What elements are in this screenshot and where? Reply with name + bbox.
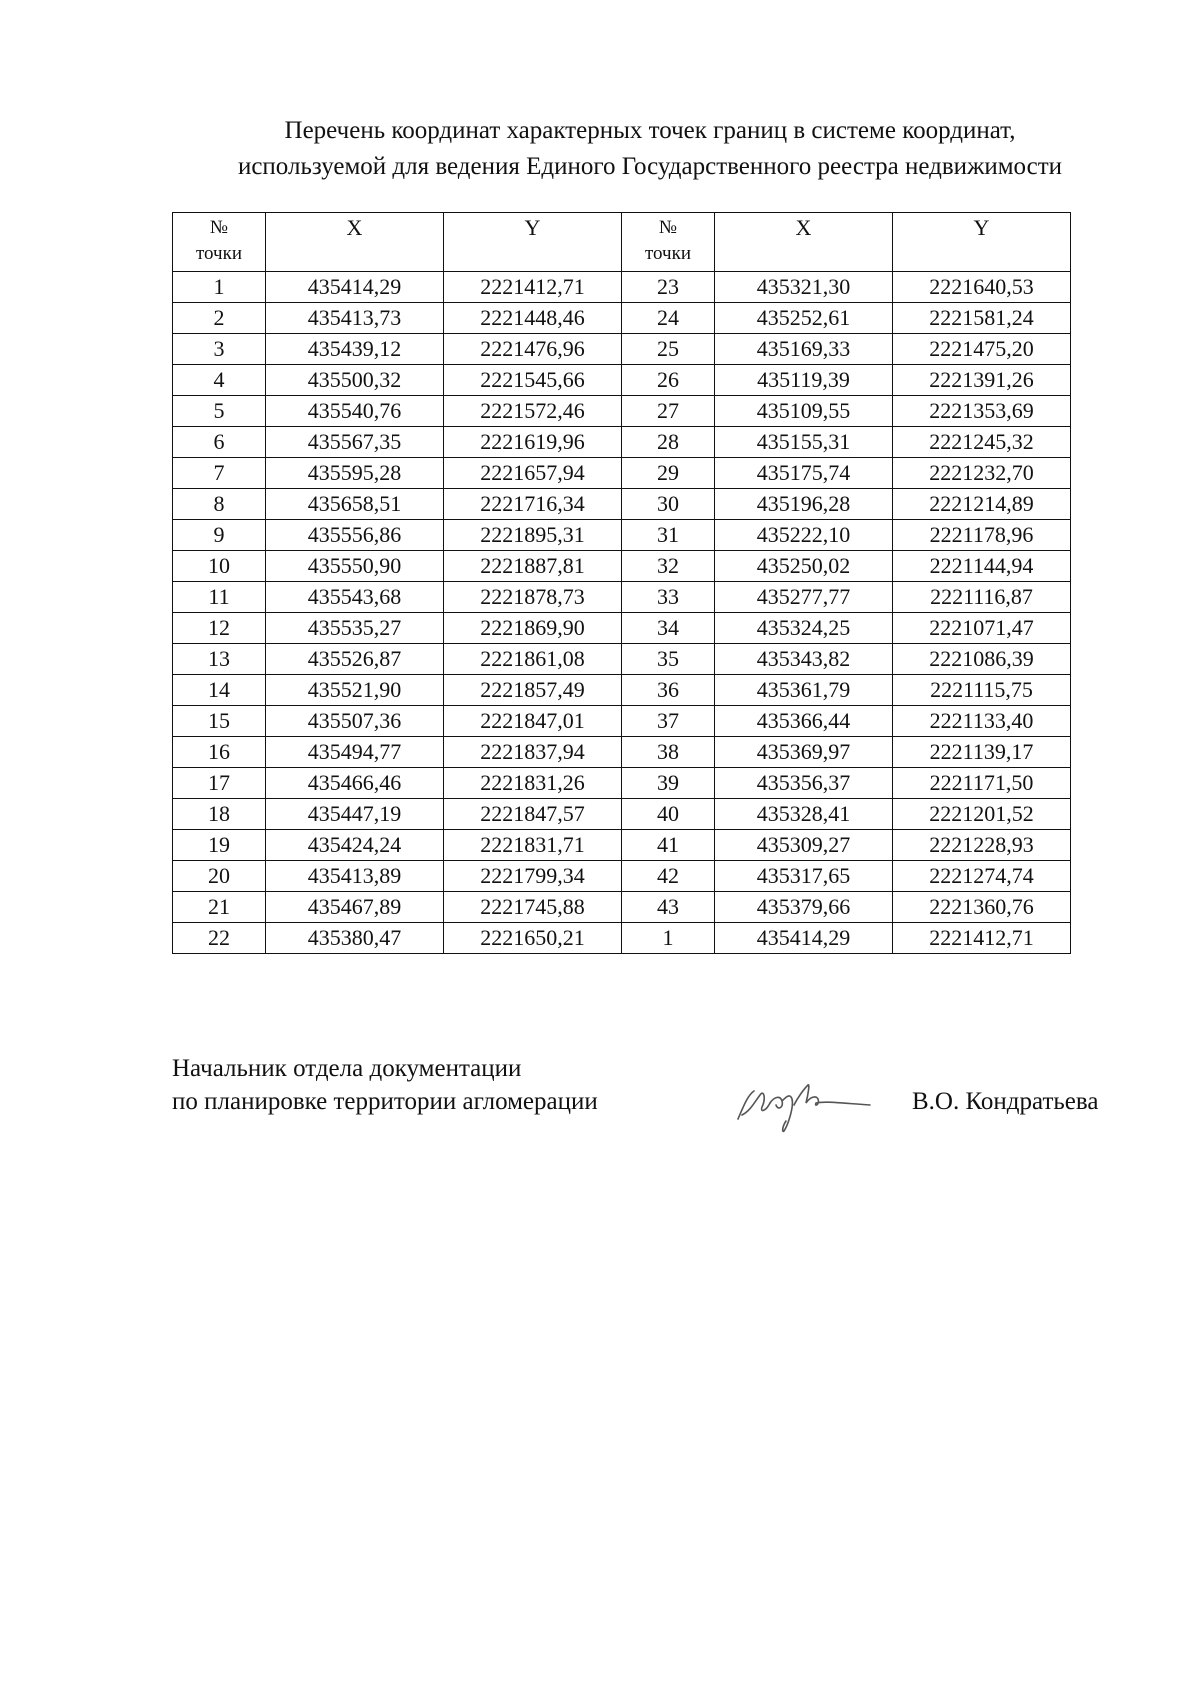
point-number-cell: 39 [622, 768, 715, 799]
x-cell: 435361,79 [715, 675, 893, 706]
y-cell: 2221412,71 [893, 923, 1071, 954]
point-number-cell: 42 [622, 861, 715, 892]
x-cell: 435169,33 [715, 334, 893, 365]
y-cell: 2221228,93 [893, 830, 1071, 861]
point-number-cell: 32 [622, 551, 715, 582]
x-cell: 435379,66 [715, 892, 893, 923]
point-number-cell: 14 [173, 675, 266, 706]
point-number-cell: 1 [173, 272, 266, 303]
x-cell: 435328,41 [715, 799, 893, 830]
x-cell: 435366,44 [715, 706, 893, 737]
point-number-cell: 25 [622, 334, 715, 365]
point-number-cell: 38 [622, 737, 715, 768]
x-cell: 435356,37 [715, 768, 893, 799]
y-cell: 2221716,34 [444, 489, 622, 520]
y-cell: 2221214,89 [893, 489, 1071, 520]
x-cell: 435343,82 [715, 644, 893, 675]
table-row [173, 861, 1071, 892]
point-number-cell: 23 [622, 272, 715, 303]
table-row [173, 365, 1071, 396]
point-number-cell: 24 [622, 303, 715, 334]
table-row [173, 396, 1071, 427]
x-cell: 435447,19 [266, 799, 444, 830]
y-cell: 2221360,76 [893, 892, 1071, 923]
point-number-cell: 6 [173, 427, 266, 458]
x-cell: 435222,10 [715, 520, 893, 551]
y-cell: 2221847,57 [444, 799, 622, 830]
point-number-cell: 9 [173, 520, 266, 551]
x-cell: 435424,24 [266, 830, 444, 861]
signer-position-line-1: Начальник отдела документации [172, 1055, 522, 1082]
point-number-cell: 33 [622, 582, 715, 613]
y-cell: 2221412,71 [444, 272, 622, 303]
table-row [173, 830, 1071, 861]
point-number-header: № точки [622, 213, 715, 272]
x-cell: 435252,61 [715, 303, 893, 334]
x-cell: 435155,31 [715, 427, 893, 458]
x-cell: 435250,02 [715, 551, 893, 582]
y-cell: 2221116,87 [893, 582, 1071, 613]
table-row [173, 737, 1071, 768]
x-cell: 435467,89 [266, 892, 444, 923]
point-number-cell: 34 [622, 613, 715, 644]
y-cell: 2221133,40 [893, 706, 1071, 737]
y-cell: 2221847,01 [444, 706, 622, 737]
x-cell: 435321,30 [715, 272, 893, 303]
title-line-2: используемой для ведения Единого Государственного реестра недвижимости [237, 153, 1063, 180]
y-cell: 2221475,20 [893, 334, 1071, 365]
x-cell: 435413,89 [266, 861, 444, 892]
x-cell: 435526,87 [266, 644, 444, 675]
x-header: X [715, 213, 893, 272]
y-cell: 2221799,34 [444, 861, 622, 892]
x-cell: 435369,97 [715, 737, 893, 768]
table-row [173, 613, 1071, 644]
y-cell: 2221448,46 [444, 303, 622, 334]
x-cell: 435543,68 [266, 582, 444, 613]
point-number-cell: 26 [622, 365, 715, 396]
table-row [173, 706, 1071, 737]
point-number-cell: 19 [173, 830, 266, 861]
x-cell: 435317,65 [715, 861, 893, 892]
point-number-cell: 20 [173, 861, 266, 892]
coordinates-table [172, 212, 1071, 954]
point-number-cell: 43 [622, 892, 715, 923]
y-cell: 2221274,74 [893, 861, 1071, 892]
x-cell: 435550,90 [266, 551, 444, 582]
x-cell: 435414,29 [715, 923, 893, 954]
x-cell: 435567,35 [266, 427, 444, 458]
x-cell: 435380,47 [266, 923, 444, 954]
table-row [173, 427, 1071, 458]
point-number-cell: 8 [173, 489, 266, 520]
table-row [173, 489, 1071, 520]
y-cell: 2221657,94 [444, 458, 622, 489]
y-cell: 2221201,52 [893, 799, 1071, 830]
x-cell: 435277,77 [715, 582, 893, 613]
point-number-cell: 2 [173, 303, 266, 334]
document-title [150, 113, 1150, 185]
signer-position-line-2: по планировке территории агломерации [172, 1088, 598, 1115]
table-row [173, 551, 1071, 582]
y-cell: 2221545,66 [444, 365, 622, 396]
table-row [173, 272, 1071, 303]
point-number-cell: 35 [622, 644, 715, 675]
table-header-row [173, 213, 1071, 272]
x-cell: 435658,51 [266, 489, 444, 520]
point-number-cell: 29 [622, 458, 715, 489]
table-row [173, 923, 1071, 954]
point-number-cell: 22 [173, 923, 266, 954]
point-number-cell: 28 [622, 427, 715, 458]
table-row [173, 334, 1071, 365]
y-cell: 2221878,73 [444, 582, 622, 613]
x-cell: 435413,73 [266, 303, 444, 334]
coordinates-table-body [173, 272, 1071, 954]
y-cell: 2221086,39 [893, 644, 1071, 675]
point-number-cell: 31 [622, 520, 715, 551]
table-row [173, 675, 1071, 706]
y-cell: 2221640,53 [893, 272, 1071, 303]
y-cell: 2221353,69 [893, 396, 1071, 427]
y-cell: 2221178,96 [893, 520, 1071, 551]
y-cell: 2221869,90 [444, 613, 622, 644]
table-row [173, 892, 1071, 923]
point-number-cell: 27 [622, 396, 715, 427]
x-cell: 435540,76 [266, 396, 444, 427]
x-cell: 435535,27 [266, 613, 444, 644]
x-cell: 435521,90 [266, 675, 444, 706]
x-header: X [266, 213, 444, 272]
y-cell: 2221476,96 [444, 334, 622, 365]
table-row [173, 520, 1071, 551]
x-cell: 435196,28 [715, 489, 893, 520]
x-cell: 435119,39 [715, 365, 893, 396]
y-cell: 2221071,47 [893, 613, 1071, 644]
y-cell: 2221139,17 [893, 737, 1071, 768]
x-cell: 435439,12 [266, 334, 444, 365]
signer-name: В.О. Кондратьева [912, 1088, 1099, 1115]
table-row [173, 582, 1071, 613]
point-number-cell: 21 [173, 892, 266, 923]
point-number-cell: 18 [173, 799, 266, 830]
y-header: Y [444, 213, 622, 272]
point-number-cell: 13 [173, 644, 266, 675]
x-cell: 435324,25 [715, 613, 893, 644]
point-number-cell: 17 [173, 768, 266, 799]
y-cell: 2221745,88 [444, 892, 622, 923]
point-number-cell: 41 [622, 830, 715, 861]
y-cell: 2221144,94 [893, 551, 1071, 582]
x-cell: 435175,74 [715, 458, 893, 489]
y-cell: 2221887,81 [444, 551, 622, 582]
point-number-cell: 7 [173, 458, 266, 489]
x-cell: 435466,46 [266, 768, 444, 799]
table-row [173, 458, 1071, 489]
y-cell: 2221857,49 [444, 675, 622, 706]
x-cell: 435109,55 [715, 396, 893, 427]
y-cell: 2221232,70 [893, 458, 1071, 489]
point-number-cell: 12 [173, 613, 266, 644]
table-row [173, 303, 1071, 334]
point-number-cell: 40 [622, 799, 715, 830]
y-cell: 2221115,75 [893, 675, 1071, 706]
table-row [173, 768, 1071, 799]
y-cell: 2221391,26 [893, 365, 1071, 396]
y-cell: 2221831,26 [444, 768, 622, 799]
x-cell: 435414,29 [266, 272, 444, 303]
y-cell: 2221572,46 [444, 396, 622, 427]
x-cell: 435500,32 [266, 365, 444, 396]
y-header: Y [893, 213, 1071, 272]
point-number-cell: 4 [173, 365, 266, 396]
y-cell: 2221619,96 [444, 427, 622, 458]
x-cell: 435556,86 [266, 520, 444, 551]
signer-position [172, 1052, 598, 1118]
y-cell: 2221650,21 [444, 923, 622, 954]
x-cell: 435507,36 [266, 706, 444, 737]
x-cell: 435494,77 [266, 737, 444, 768]
y-cell: 2221245,32 [893, 427, 1071, 458]
y-cell: 2221837,94 [444, 737, 622, 768]
y-cell: 2221895,31 [444, 520, 622, 551]
point-number-cell: 10 [173, 551, 266, 582]
y-cell: 2221831,71 [444, 830, 622, 861]
point-number-cell: 16 [173, 737, 266, 768]
table-row [173, 644, 1071, 675]
point-number-cell: 11 [173, 582, 266, 613]
point-number-cell: 3 [173, 334, 266, 365]
y-cell: 2221581,24 [893, 303, 1071, 334]
y-cell: 2221171,50 [893, 768, 1071, 799]
x-cell: 435595,28 [266, 458, 444, 489]
table-row [173, 799, 1071, 830]
point-number-cell: 30 [622, 489, 715, 520]
point-number-cell: 1 [622, 923, 715, 954]
point-number-cell: 37 [622, 706, 715, 737]
title-line-1: Перечень координат характерных точек границ в системе координат, [284, 117, 1016, 144]
point-number-cell: 15 [173, 706, 266, 737]
point-number-cell: 5 [173, 396, 266, 427]
point-number-cell: 36 [622, 675, 715, 706]
handwritten-signature [730, 1075, 880, 1135]
y-cell: 2221861,08 [444, 644, 622, 675]
x-cell: 435309,27 [715, 830, 893, 861]
point-number-header: № точки [173, 213, 266, 272]
